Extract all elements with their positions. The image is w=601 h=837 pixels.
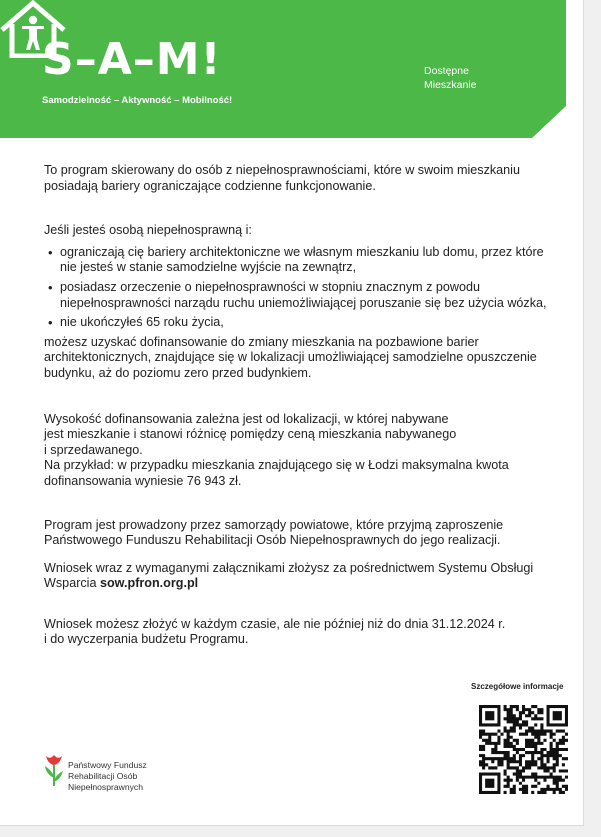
pfron-tulip-logo-icon (42, 752, 66, 792)
funding-line-2: jest mieszkanie i stanowi różnicę pomiędzy ceną mieszkania nabywanego (44, 427, 457, 442)
conditions-list (44, 245, 559, 331)
pfron-name-line3: Niepełnosprawnych (68, 782, 143, 792)
program-name-line1: Dostępne (424, 65, 469, 77)
deadline-prefix: Wniosek możesz złożyć w każdym czasie, ale nie później niż do dnia (44, 616, 432, 631)
brand-tagline: Samodzielność – Aktywność – Mobilność! (42, 95, 233, 106)
pfron-name (68, 760, 147, 793)
condition-item: • nie ukończyłeś 65 roku życia, (60, 315, 559, 331)
pfron-name-line1: Państwowy Fundusz (68, 760, 147, 770)
program-name (424, 64, 477, 92)
funding-line-3: i sprzedawanego. (44, 442, 143, 457)
deadline-line-2: i do wyczerpania budżetu Programu. (44, 632, 249, 647)
deadline-text (44, 617, 559, 648)
application-text (44, 561, 559, 592)
intro-text: To program skierowany do osób z niepełnosprawnościami, które w swoim mieszkaniu posiadają bariery ograniczające codzienne funkcjonowanie. (44, 163, 520, 193)
sow-link[interactable]: sow.pfron.org.pl (99, 576, 199, 591)
application-text-body: Wniosek wraz z wymaganymi załącznikami złożysz za pośrednictwem Systemu Obsługi Wsparcia (44, 560, 534, 591)
organizers-text: Program jest prowadzony przez samorządy powiatowe, które przyjmą zaproszenie Państwowego Funduszu Rehabilitacji Osób Niepełnosprawnych do jego realizacji. (44, 517, 504, 548)
condition-item: • posiadasz orzeczenie o niepełnosprawności w stopniu znacznym z powodu niepełnosprawności narządu ruchu uniemożliwiającej poruszanie się bez użycia wózka, (60, 280, 559, 311)
conditions-lead: Jeśli jesteś osobą niepełnosprawną i: (44, 223, 252, 238)
qr-code-icon[interactable] (479, 705, 568, 794)
conditions-result: możesz uzyskać dofinansowanie do zmiany mieszkania na pozbawione barier architektonicznych, znajdujące się w lokalizacji umożliwiającej samodzielne opuszczenie budynku, aż do poziomu zero przed budynkiem. (44, 334, 537, 380)
funding-example: Na przykład: w przypadku mieszkania znajdującego się w Łodzi maksymalna kwota dofinansowania wyniesie 76 943 zł. (44, 458, 509, 488)
pfron-name-line2: Rehabilitacji Osób (68, 771, 138, 781)
funding-text (44, 412, 559, 459)
details-label: Szczegółowe informacje (471, 682, 564, 691)
funding-line-1: Wysokość dofinansowania zależna jest od lokalizacji, w której nabywane (44, 411, 449, 426)
program-name-line2: Mieszkanie (424, 79, 477, 91)
house-with-person-icon (0, 0, 66, 58)
brand-logo-text: S–A–M! (42, 34, 222, 85)
flyer-content (44, 163, 559, 648)
condition-item: • ograniczają cię bariery architektoniczne we własnym mieszkaniu lub domu, przez które nie jesteś w stanie samodzielne wyjście na zewnątrz, (60, 245, 559, 276)
deadline-date: 31.12.2024 (431, 616, 495, 631)
deadline-suffix: r. (494, 616, 506, 631)
header-banner (0, 0, 566, 138)
